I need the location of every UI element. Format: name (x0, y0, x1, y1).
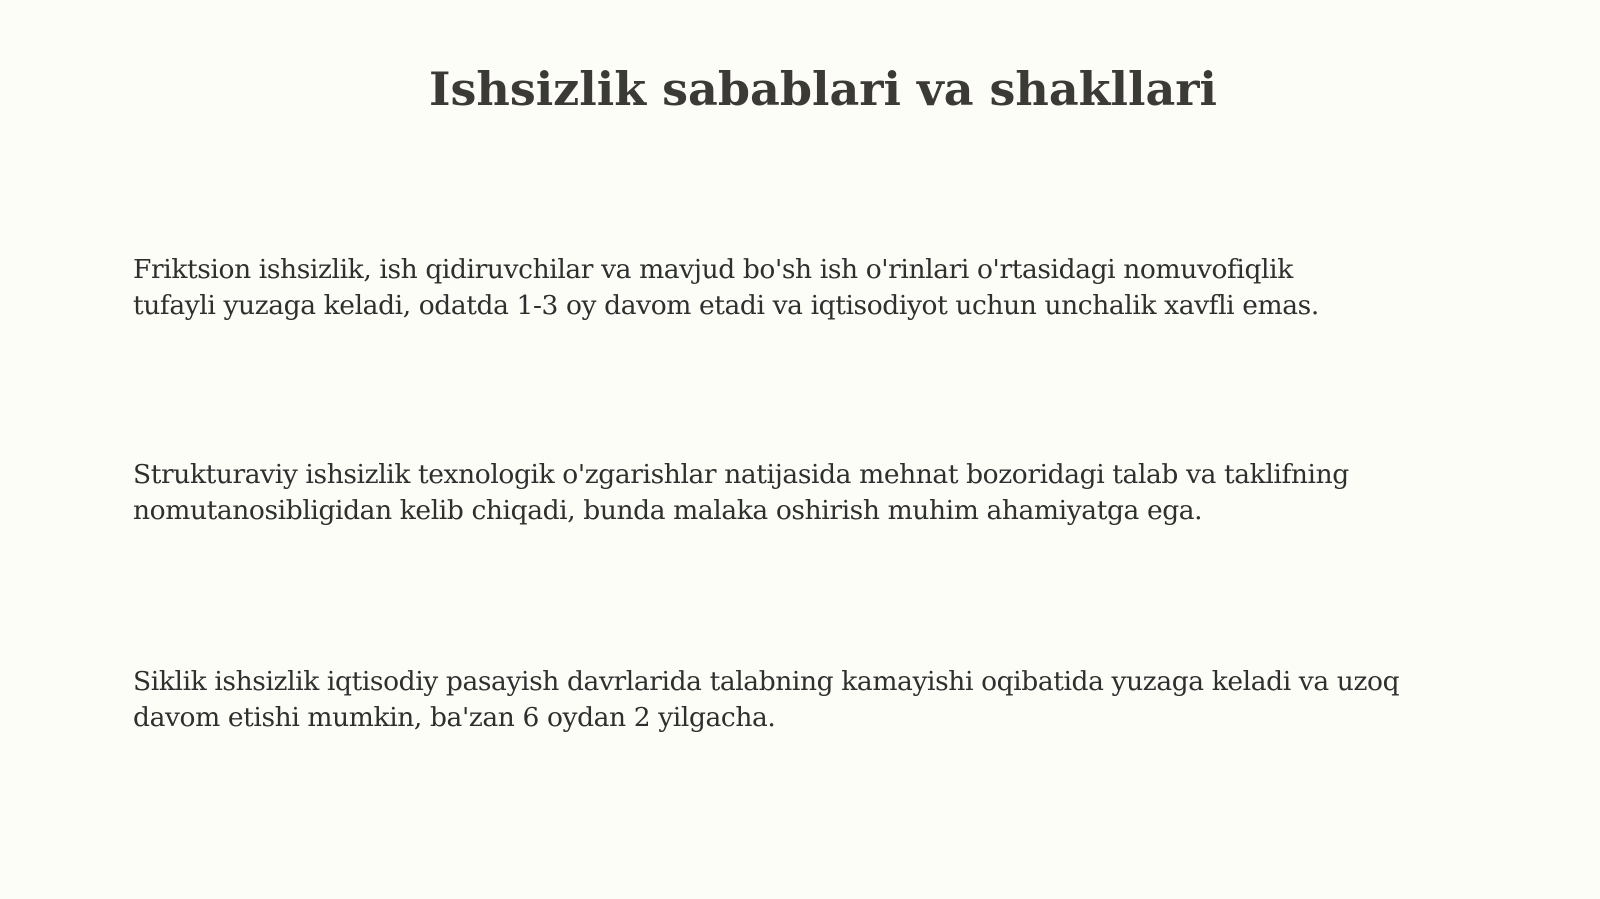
slide-title: Ishsizlik sabablari va shakllari (428, 62, 1218, 116)
paragraph-line: nomutanosibligidan kelib chiqadi, bunda malaka oshirish muhim ahamiyatga ega. (133, 495, 1203, 526)
paragraph-frictional-unemployment (133, 252, 1573, 324)
paragraph-structural-unemployment (133, 457, 1573, 529)
paragraph-line: Siklik ishsizlik iqtisodiy pasayish davrlarida talabning kamayishi oqibatida yuzaga keladi va uzoq (133, 666, 1400, 697)
paragraph-line: Strukturaviy ishsizlik texnologik o'zgarishlar natijasida mehnat bozoridagi talab va taklifning (133, 459, 1349, 490)
paragraph-line: davom etishi mumkin, ba'zan 6 oydan 2 yilgacha. (133, 702, 776, 733)
paragraph-cyclical-unemployment (133, 664, 1573, 736)
paragraph-line: tufayli yuzaga keladi, odatda 1-3 oy davom etadi va iqtisodiyot uchun unchalik xavfli emas. (133, 290, 1319, 321)
paragraph-line: Friktsion ishsizlik, ish qidiruvchilar va mavjud bo'sh ish o'rinlari o'rtasidagi nomuvofiqlik (133, 254, 1293, 285)
